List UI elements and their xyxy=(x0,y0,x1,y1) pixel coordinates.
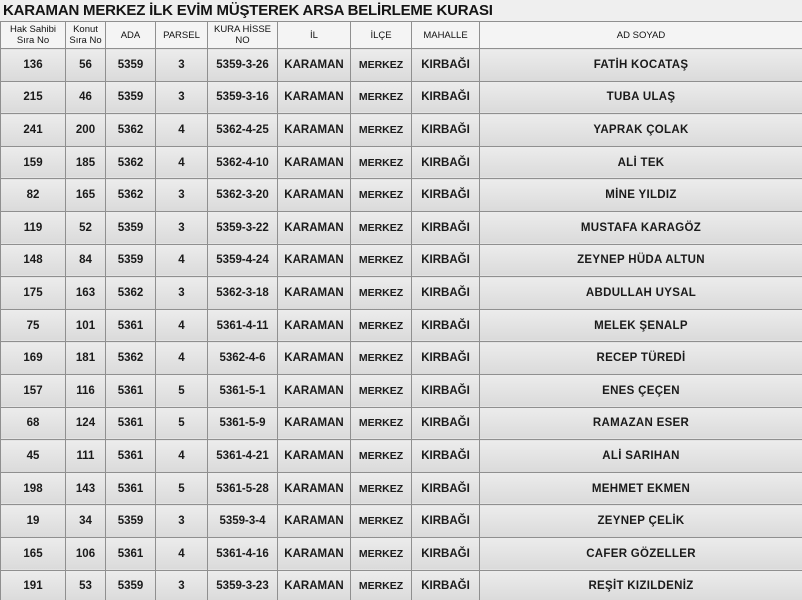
kura-hisse-no-cell: 5361-5-1 xyxy=(208,374,278,407)
il-cell: KARAMAN xyxy=(278,407,351,440)
il-cell: KARAMAN xyxy=(278,342,351,375)
parsel-cell: 4 xyxy=(156,146,208,179)
kura-hisse-no-cell: 5359-3-16 xyxy=(208,81,278,114)
ada-cell: 5359 xyxy=(106,81,156,114)
ad-soyad-cell: ZEYNEP HÜDA ALTUN xyxy=(480,244,802,277)
header-row xyxy=(1,22,802,49)
hak-sahibi-sira-no-cell: 82 xyxy=(1,179,66,212)
ada-cell: 5361 xyxy=(106,374,156,407)
hak-sahibi-sira-no-cell: 159 xyxy=(1,146,66,179)
konut-sira-no-cell: 84 xyxy=(66,244,106,277)
il-cell: KARAMAN xyxy=(278,309,351,342)
ad-soyad-cell: ZEYNEP ÇELİK xyxy=(480,505,802,538)
kura-hisse-no-cell: 5359-3-23 xyxy=(208,570,278,600)
ad-soyad-cell: ALİ SARIHAN xyxy=(480,440,802,473)
table-body xyxy=(1,49,802,600)
hak-sahibi-sira-no-cell: 68 xyxy=(1,407,66,440)
table-row xyxy=(1,211,802,244)
ilce-cell: MERKEZ xyxy=(351,440,412,473)
kura-hisse-no-cell: 5361-4-16 xyxy=(208,537,278,570)
ada-cell: 5361 xyxy=(106,472,156,505)
parsel-cell: 3 xyxy=(156,277,208,310)
mahalle-cell: KIRBAĞI xyxy=(412,505,480,538)
kura-hisse-no-cell: 5361-4-21 xyxy=(208,440,278,473)
kura-hisse-no-cell: 5362-4-6 xyxy=(208,342,278,375)
konut-sira-no-cell: 101 xyxy=(66,309,106,342)
kura-hisse-no-cell: 5361-4-11 xyxy=(208,309,278,342)
ilce-cell: MERKEZ xyxy=(351,49,412,82)
table-row xyxy=(1,537,802,570)
il-cell: KARAMAN xyxy=(278,146,351,179)
ad-soyad-cell: ENES ÇEÇEN xyxy=(480,374,802,407)
il-cell: KARAMAN xyxy=(278,440,351,473)
kura-hisse-no-cell: 5361-5-9 xyxy=(208,407,278,440)
mahalle-cell: KIRBAĞI xyxy=(412,114,480,147)
mahalle-cell: KIRBAĞI xyxy=(412,244,480,277)
ad-soyad-cell: MELEK ŞENALP xyxy=(480,309,802,342)
ada-cell: 5359 xyxy=(106,570,156,600)
hak-sahibi-sira-no-cell: 148 xyxy=(1,244,66,277)
table-row xyxy=(1,407,802,440)
table-header xyxy=(1,22,802,49)
mahalle-cell: KIRBAĞI xyxy=(412,407,480,440)
ada-cell: 5362 xyxy=(106,179,156,212)
parsel-cell: 4 xyxy=(156,537,208,570)
konut-sira-no-cell: 200 xyxy=(66,114,106,147)
parsel-cell: 3 xyxy=(156,179,208,212)
kura-hisse-no-cell: 5362-3-18 xyxy=(208,277,278,310)
ada-cell: 5362 xyxy=(106,146,156,179)
ad-soyad-cell: CAFER GÖZELLER xyxy=(480,537,802,570)
ad-soyad-cell: MEHMET EKMEN xyxy=(480,472,802,505)
konut-sira-no-cell: 185 xyxy=(66,146,106,179)
hak-sahibi-sira-no-cell: 215 xyxy=(1,81,66,114)
ilce-cell: MERKEZ xyxy=(351,472,412,505)
ada-cell: 5362 xyxy=(106,114,156,147)
ad-soyad-cell: YAPRAK ÇOLAK xyxy=(480,114,802,147)
ilce-cell: MERKEZ xyxy=(351,407,412,440)
header-ada: ADA xyxy=(106,22,156,49)
mahalle-cell: KIRBAĞI xyxy=(412,570,480,600)
ilce-cell: MERKEZ xyxy=(351,244,412,277)
konut-sira-no-cell: 163 xyxy=(66,277,106,310)
kura-hisse-no-cell: 5362-4-25 xyxy=(208,114,278,147)
ad-soyad-cell: ABDULLAH UYSAL xyxy=(480,277,802,310)
ada-cell: 5359 xyxy=(106,211,156,244)
parsel-cell: 4 xyxy=(156,309,208,342)
il-cell: KARAMAN xyxy=(278,49,351,82)
header-ad-soyad: AD SOYAD xyxy=(480,22,802,49)
ilce-cell: MERKEZ xyxy=(351,309,412,342)
hak-sahibi-sira-no-cell: 19 xyxy=(1,505,66,538)
konut-sira-no-cell: 165 xyxy=(66,179,106,212)
mahalle-cell: KIRBAĞI xyxy=(412,537,480,570)
ilce-cell: MERKEZ xyxy=(351,146,412,179)
ada-cell: 5359 xyxy=(106,244,156,277)
ada-cell: 5359 xyxy=(106,49,156,82)
parsel-cell: 4 xyxy=(156,244,208,277)
il-cell: KARAMAN xyxy=(278,81,351,114)
ad-soyad-cell: MUSTAFA KARAGÖZ xyxy=(480,211,802,244)
table-row xyxy=(1,570,802,600)
hak-sahibi-sira-no-cell: 198 xyxy=(1,472,66,505)
ilce-cell: MERKEZ xyxy=(351,537,412,570)
il-cell: KARAMAN xyxy=(278,537,351,570)
kura-hisse-no-cell: 5361-5-28 xyxy=(208,472,278,505)
parsel-cell: 5 xyxy=(156,472,208,505)
ilce-cell: MERKEZ xyxy=(351,179,412,212)
hak-sahibi-sira-no-cell: 45 xyxy=(1,440,66,473)
mahalle-cell: KIRBAĞI xyxy=(412,309,480,342)
results-table xyxy=(0,21,802,600)
mahalle-cell: KIRBAĞI xyxy=(412,81,480,114)
mahalle-cell: KIRBAĞI xyxy=(412,211,480,244)
ilce-cell: MERKEZ xyxy=(351,81,412,114)
ilce-cell: MERKEZ xyxy=(351,114,412,147)
ad-soyad-cell: FATİH KOCATAŞ xyxy=(480,49,802,82)
header-il: İL xyxy=(278,22,351,49)
mahalle-cell: KIRBAĞI xyxy=(412,179,480,212)
ilce-cell: MERKEZ xyxy=(351,277,412,310)
mahalle-cell: KIRBAĞI xyxy=(412,49,480,82)
kura-hisse-no-cell: 5359-3-22 xyxy=(208,211,278,244)
hak-sahibi-sira-no-cell: 169 xyxy=(1,342,66,375)
kura-hisse-no-cell: 5359-3-26 xyxy=(208,49,278,82)
ada-cell: 5359 xyxy=(106,505,156,538)
ada-cell: 5361 xyxy=(106,309,156,342)
il-cell: KARAMAN xyxy=(278,374,351,407)
table-row xyxy=(1,374,802,407)
table-row xyxy=(1,49,802,82)
kura-hisse-no-cell: 5362-3-20 xyxy=(208,179,278,212)
mahalle-cell: KIRBAĞI xyxy=(412,146,480,179)
parsel-cell: 3 xyxy=(156,570,208,600)
parsel-cell: 4 xyxy=(156,342,208,375)
ad-soyad-cell: TUBA ULAŞ xyxy=(480,81,802,114)
hak-sahibi-sira-no-cell: 241 xyxy=(1,114,66,147)
ada-cell: 5361 xyxy=(106,407,156,440)
il-cell: KARAMAN xyxy=(278,505,351,538)
table-row xyxy=(1,81,802,114)
ad-soyad-cell: REŞİT KIZILDENİZ xyxy=(480,570,802,600)
parsel-cell: 3 xyxy=(156,505,208,538)
il-cell: KARAMAN xyxy=(278,244,351,277)
mahalle-cell: KIRBAĞI xyxy=(412,440,480,473)
hak-sahibi-sira-no-cell: 119 xyxy=(1,211,66,244)
il-cell: KARAMAN xyxy=(278,179,351,212)
ad-soyad-cell: RECEP TÜREDİ xyxy=(480,342,802,375)
konut-sira-no-cell: 124 xyxy=(66,407,106,440)
hak-sahibi-sira-no-cell: 75 xyxy=(1,309,66,342)
ilce-cell: MERKEZ xyxy=(351,211,412,244)
table-row xyxy=(1,179,802,212)
ilce-cell: MERKEZ xyxy=(351,570,412,600)
il-cell: KARAMAN xyxy=(278,472,351,505)
header-kura-hisse-no: KURA HİSSE NO xyxy=(208,22,278,49)
ada-cell: 5362 xyxy=(106,277,156,310)
ad-soyad-cell: MİNE YILDIZ xyxy=(480,179,802,212)
table-row xyxy=(1,114,802,147)
ad-soyad-cell: RAMAZAN ESER xyxy=(480,407,802,440)
header-konut-sira-no: Konut Sıra No xyxy=(66,22,106,49)
hak-sahibi-sira-no-cell: 191 xyxy=(1,570,66,600)
konut-sira-no-cell: 53 xyxy=(66,570,106,600)
kura-hisse-no-cell: 5359-3-4 xyxy=(208,505,278,538)
header-mahalle: MAHALLE xyxy=(412,22,480,49)
ad-soyad-cell: ALİ TEK xyxy=(480,146,802,179)
hak-sahibi-sira-no-cell: 165 xyxy=(1,537,66,570)
table-row xyxy=(1,277,802,310)
parsel-cell: 3 xyxy=(156,49,208,82)
parsel-cell: 4 xyxy=(156,440,208,473)
konut-sira-no-cell: 46 xyxy=(66,81,106,114)
table-row xyxy=(1,342,802,375)
il-cell: KARAMAN xyxy=(278,277,351,310)
parsel-cell: 3 xyxy=(156,81,208,114)
konut-sira-no-cell: 34 xyxy=(66,505,106,538)
parsel-cell: 3 xyxy=(156,211,208,244)
parsel-cell: 5 xyxy=(156,407,208,440)
page-title: KARAMAN MERKEZ İLK EVİM MÜŞTEREK ARSA BELİRLEME KURASI xyxy=(0,0,802,21)
table-row xyxy=(1,244,802,277)
table-row xyxy=(1,472,802,505)
table-row xyxy=(1,440,802,473)
ilce-cell: MERKEZ xyxy=(351,505,412,538)
konut-sira-no-cell: 116 xyxy=(66,374,106,407)
table-row xyxy=(1,505,802,538)
konut-sira-no-cell: 52 xyxy=(66,211,106,244)
il-cell: KARAMAN xyxy=(278,570,351,600)
ilce-cell: MERKEZ xyxy=(351,374,412,407)
parsel-cell: 5 xyxy=(156,374,208,407)
hak-sahibi-sira-no-cell: 157 xyxy=(1,374,66,407)
konut-sira-no-cell: 181 xyxy=(66,342,106,375)
ilce-cell: MERKEZ xyxy=(351,342,412,375)
header-hak-sahibi-sira-no: Hak Sahibi Sıra No xyxy=(1,22,66,49)
header-parsel: PARSEL xyxy=(156,22,208,49)
hak-sahibi-sira-no-cell: 136 xyxy=(1,49,66,82)
header-ilce: İLÇE xyxy=(351,22,412,49)
table-row xyxy=(1,146,802,179)
konut-sira-no-cell: 143 xyxy=(66,472,106,505)
konut-sira-no-cell: 106 xyxy=(66,537,106,570)
ada-cell: 5361 xyxy=(106,537,156,570)
mahalle-cell: KIRBAĞI xyxy=(412,374,480,407)
konut-sira-no-cell: 56 xyxy=(66,49,106,82)
table-row xyxy=(1,309,802,342)
mahalle-cell: KIRBAĞI xyxy=(412,472,480,505)
hak-sahibi-sira-no-cell: 175 xyxy=(1,277,66,310)
kura-hisse-no-cell: 5359-4-24 xyxy=(208,244,278,277)
mahalle-cell: KIRBAĞI xyxy=(412,342,480,375)
ada-cell: 5361 xyxy=(106,440,156,473)
kura-hisse-no-cell: 5362-4-10 xyxy=(208,146,278,179)
il-cell: KARAMAN xyxy=(278,114,351,147)
konut-sira-no-cell: 111 xyxy=(66,440,106,473)
parsel-cell: 4 xyxy=(156,114,208,147)
il-cell: KARAMAN xyxy=(278,211,351,244)
ada-cell: 5362 xyxy=(106,342,156,375)
mahalle-cell: KIRBAĞI xyxy=(412,277,480,310)
